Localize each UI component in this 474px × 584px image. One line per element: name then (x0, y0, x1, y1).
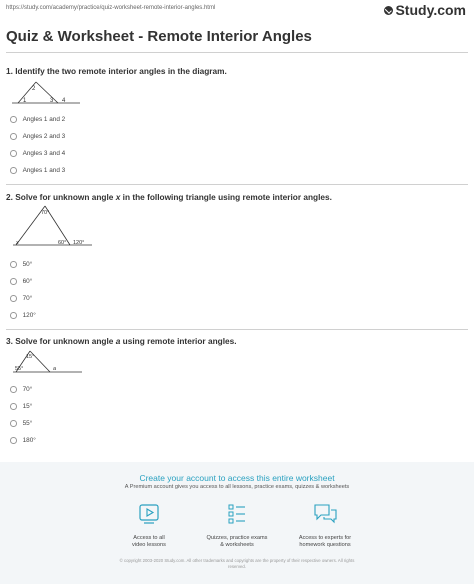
option-label: 60° (22, 278, 33, 285)
radio-button[interactable] (10, 116, 17, 123)
answer-option[interactable] (10, 312, 36, 319)
diagram-2 (10, 203, 95, 249)
diagram-label: 70° (41, 210, 50, 216)
radio-button[interactable] (10, 261, 17, 268)
feature-label: homework questions (299, 542, 351, 548)
option-label: Angles 2 and 3 (22, 133, 66, 140)
question-divider (6, 329, 468, 330)
diagram-label: a (53, 366, 57, 372)
question-text: Identify the two remote interior angles in the diagram. (15, 66, 227, 76)
question-text: in the following triangle using remote interior angles. (120, 192, 332, 202)
diagram-label: 1 (23, 98, 27, 104)
answer-option[interactable] (10, 386, 32, 393)
answer-option[interactable] (10, 116, 65, 123)
question-variable: a (115, 336, 121, 346)
title-divider (6, 52, 468, 53)
answer-option[interactable] (10, 150, 65, 157)
radio-button[interactable] (10, 437, 17, 444)
page-url: https://study.com/academy/practice/quiz-worksheet-remote-interior-angles.html (6, 5, 216, 11)
logo-text: Study.com (395, 2, 466, 18)
question-text: using remote interior angles. (120, 336, 237, 346)
option-label: Angles 3 and 4 (22, 150, 66, 157)
answer-option[interactable] (10, 403, 32, 410)
answer-option[interactable] (10, 278, 32, 285)
radio-button[interactable] (10, 295, 17, 302)
option-label: 50° (22, 261, 33, 268)
diagram-label: x (16, 240, 19, 246)
page-title: Quiz & Worksheet - Remote Interior Angles (6, 28, 312, 45)
feature-label: Access to experts for (298, 535, 352, 541)
cta-title[interactable]: Create your account to access this entire worksheet (139, 473, 335, 483)
feature-quizzes (192, 502, 282, 549)
radio-button[interactable] (10, 420, 17, 427)
answer-option[interactable] (10, 167, 65, 174)
answer-option[interactable] (10, 420, 32, 427)
question-text: Solve for unknown angle (15, 336, 116, 346)
answer-option[interactable] (10, 133, 65, 140)
option-label: 120° (22, 312, 36, 319)
option-label: 15° (22, 403, 33, 410)
chat-icon (310, 502, 340, 526)
question-3 (6, 336, 237, 346)
radio-button[interactable] (10, 150, 17, 157)
radio-button[interactable] (10, 278, 17, 285)
question-divider (6, 184, 468, 185)
question-text: Solve for unknown angle (15, 192, 116, 202)
option-label: Angles 1 and 2 (22, 116, 66, 123)
feature-label: Access to all (133, 535, 165, 541)
question-number: 2. (6, 192, 13, 202)
feature-video-lessons (104, 502, 194, 549)
question-variable: x (115, 192, 121, 202)
option-label: 70° (22, 386, 33, 393)
check-circle-icon (384, 6, 393, 15)
feature-label: video lessons (132, 542, 166, 548)
video-icon (134, 502, 164, 526)
question-number: 1. (6, 66, 13, 76)
feature-label: & worksheets (220, 542, 254, 548)
question-number: 3. (6, 336, 13, 346)
feature-experts (280, 502, 370, 549)
diagram-label: 15° (26, 354, 35, 360)
radio-button[interactable] (10, 167, 17, 174)
cta-subtitle: A Premium account gives you access to all lessons, practice exams, quizzes & worksheets (124, 484, 350, 490)
option-label: 180° (22, 437, 36, 444)
study-logo[interactable] (384, 2, 466, 18)
question-1 (6, 66, 227, 76)
diagram-label: 55° (15, 366, 24, 372)
top-bar (0, 0, 474, 20)
answer-option[interactable] (10, 261, 32, 268)
radio-button[interactable] (10, 386, 17, 393)
diagram-label: 3 (50, 98, 54, 104)
copyright-line: © copyright 2003-2020 Study.com. All other trademarks and copyrights are the property of their respective owners. All rights (119, 558, 355, 563)
question-2 (6, 192, 332, 202)
copyright-line: reserved. (228, 564, 246, 569)
option-label: Angles 1 and 3 (22, 167, 66, 174)
checklist-icon (222, 502, 252, 526)
option-label: 70° (22, 295, 33, 302)
option-label: 55° (22, 420, 33, 427)
copyright-footer (0, 558, 474, 570)
diagram-label: 4 (62, 98, 66, 104)
diagram-1 (10, 78, 85, 108)
diagram-3 (10, 348, 85, 376)
diagram-label: 60° (58, 240, 67, 246)
diagram-label: 120° (73, 240, 85, 246)
radio-button[interactable] (10, 312, 17, 319)
diagram-label: 2 (32, 86, 36, 92)
answer-option[interactable] (10, 437, 36, 444)
feature-label: Quizzes, practice exams (206, 535, 268, 541)
answer-option[interactable] (10, 295, 32, 302)
radio-button[interactable] (10, 403, 17, 410)
radio-button[interactable] (10, 133, 17, 140)
